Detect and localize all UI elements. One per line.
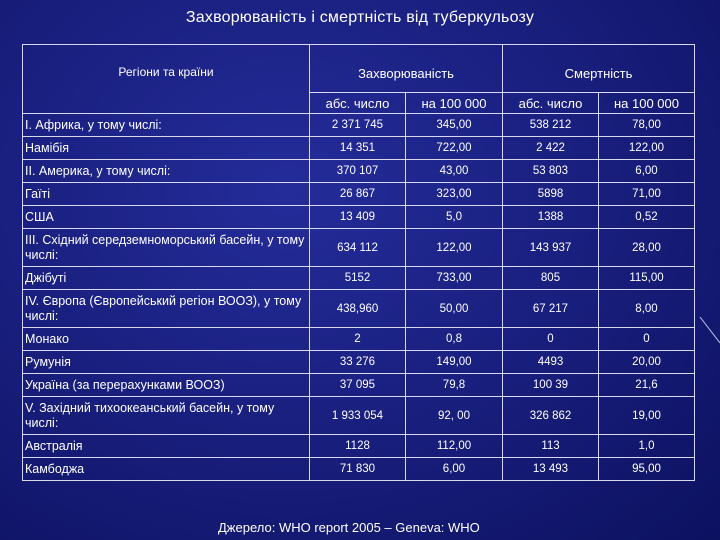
table-row [23, 137, 695, 160]
cell-inc-abs: 5152 [310, 267, 406, 290]
cell-mort-rate: 28,00 [599, 229, 695, 267]
cell-mort-rate: 8,00 [599, 290, 695, 328]
table-row [23, 160, 695, 183]
cell-mort-rate: 0,52 [599, 206, 695, 229]
cell-inc-abs: 33 276 [310, 351, 406, 374]
table-row [23, 267, 695, 290]
cell-inc-abs: 1 933 054 [310, 397, 406, 435]
source-note: Джерело: WHO report 2005 – Geneva: WHO [218, 520, 480, 535]
cell-inc-rate: 733,00 [406, 267, 503, 290]
cell-mort-abs: 4493 [503, 351, 599, 374]
tb-table [22, 44, 695, 481]
cell-mort-abs: 326 862 [503, 397, 599, 435]
cell-inc-rate: 345,00 [406, 114, 503, 137]
table-row [23, 229, 695, 267]
cell-inc-rate: 50,00 [406, 290, 503, 328]
region-name: ІІ. Америка, у тому числі: [23, 160, 310, 183]
cell-mort-rate: 71,00 [599, 183, 695, 206]
region-name: Намібія [23, 137, 310, 160]
region-name: Джібуті [23, 267, 310, 290]
cell-inc-rate: 323,00 [406, 183, 503, 206]
header-incidence: Захворюваність [310, 45, 503, 93]
header-incidence-abs: абс. число [310, 93, 406, 114]
cell-inc-abs: 634 112 [310, 229, 406, 267]
cell-mort-abs: 67 217 [503, 290, 599, 328]
cell-inc-rate: 92, 00 [406, 397, 503, 435]
cell-inc-abs: 438,960 [310, 290, 406, 328]
table-row [23, 397, 695, 435]
table-body [23, 114, 695, 481]
cell-inc-rate: 5,0 [406, 206, 503, 229]
table-row [23, 290, 695, 328]
cell-mort-abs: 805 [503, 267, 599, 290]
cell-mort-abs: 5898 [503, 183, 599, 206]
cell-inc-rate: 79,8 [406, 374, 503, 397]
cell-inc-abs: 370 107 [310, 160, 406, 183]
region-name: Монако [23, 328, 310, 351]
region-name: V. Західний тихоокеанський басейн, у тому числі: [23, 397, 310, 435]
cell-mort-rate: 122,00 [599, 137, 695, 160]
region-name: І. Африка, у тому числі: [23, 114, 310, 137]
cell-mort-rate: 19,00 [599, 397, 695, 435]
header-incidence-rate: на 100 000 [406, 93, 503, 114]
cell-inc-abs: 14 351 [310, 137, 406, 160]
header-row-1 [23, 45, 695, 93]
table-row [23, 114, 695, 137]
table-row [23, 328, 695, 351]
cell-mort-rate: 0 [599, 328, 695, 351]
cell-inc-rate: 122,00 [406, 229, 503, 267]
cell-mort-abs: 0 [503, 328, 599, 351]
table-row [23, 183, 695, 206]
region-name: Австралія [23, 435, 310, 458]
cell-inc-rate: 43,00 [406, 160, 503, 183]
cell-inc-rate: 149,00 [406, 351, 503, 374]
header-mortality: Смертність [503, 45, 695, 93]
cell-inc-abs: 13 409 [310, 206, 406, 229]
region-name: IV. Європа (Європейський регіон ВООЗ), у тому числі: [23, 290, 310, 328]
cell-mort-abs: 53 803 [503, 160, 599, 183]
header-mortality-abs: абс. число [503, 93, 599, 114]
cell-mort-abs: 113 [503, 435, 599, 458]
cell-inc-abs: 2 [310, 328, 406, 351]
cell-mort-rate: 115,00 [599, 267, 695, 290]
table-row [23, 458, 695, 481]
table-row [23, 206, 695, 229]
cell-inc-abs: 37 095 [310, 374, 406, 397]
cell-mort-rate: 95,00 [599, 458, 695, 481]
cell-mort-rate: 6,00 [599, 160, 695, 183]
cell-mort-abs: 100 39 [503, 374, 599, 397]
region-name: Камбоджа [23, 458, 310, 481]
table-row [23, 435, 695, 458]
cell-mort-rate: 1,0 [599, 435, 695, 458]
cell-mort-abs: 538 212 [503, 114, 599, 137]
region-name: Румунія [23, 351, 310, 374]
table-row [23, 374, 695, 397]
region-name: ІІІ. Східний середземноморський басейн, у тому числі: [23, 229, 310, 267]
cell-inc-rate: 6,00 [406, 458, 503, 481]
region-name: США [23, 206, 310, 229]
cell-mort-rate: 78,00 [599, 114, 695, 137]
table-row [23, 351, 695, 374]
cell-mort-abs: 143 937 [503, 229, 599, 267]
cell-mort-abs: 1388 [503, 206, 599, 229]
header-region: Регіони та країни [23, 45, 310, 114]
cell-mort-rate: 21,6 [599, 374, 695, 397]
cell-mort-abs: 2 422 [503, 137, 599, 160]
page-title: Захворюваність і смертність від туберкульозу [185, 9, 535, 26]
header-mortality-rate: на 100 000 [599, 93, 695, 114]
cell-inc-abs: 2 371 745 [310, 114, 406, 137]
cell-mort-rate: 20,00 [599, 351, 695, 374]
cell-mort-abs: 13 493 [503, 458, 599, 481]
region-name: Гаїті [23, 183, 310, 206]
cell-inc-abs: 1128 [310, 435, 406, 458]
cell-inc-rate: 112,00 [406, 435, 503, 458]
cell-inc-abs: 71 830 [310, 458, 406, 481]
cell-inc-abs: 26 867 [310, 183, 406, 206]
region-name: Україна (за перерахунками ВООЗ) [23, 374, 310, 397]
cell-inc-rate: 722,00 [406, 137, 503, 160]
cell-inc-rate: 0,8 [406, 328, 503, 351]
